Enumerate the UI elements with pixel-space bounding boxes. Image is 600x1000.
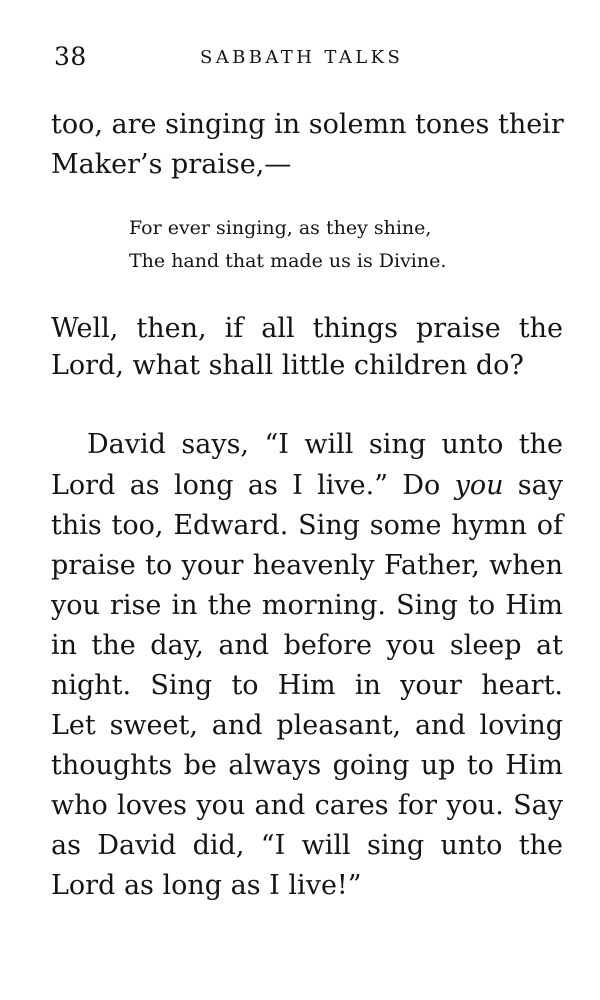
text-line: this too, Edward. Sing some hymn of	[51, 510, 563, 541]
text-line: thoughts be always going up to Him	[51, 750, 563, 781]
text-line: who loves you and cares for you. Say	[51, 790, 563, 821]
text-line: you rise in the morning. Sing to Him	[51, 590, 563, 621]
text-line: too, are singing in solemn tones their	[51, 109, 564, 140]
text-segment: Lord as long as I live.” Do	[51, 470, 455, 501]
text-line: in the day, and before you sleep at	[51, 630, 563, 661]
emphasized-word: you	[454, 470, 504, 501]
running-head	[54, 42, 562, 72]
text-line: Lord, what shall little children do?	[51, 350, 524, 381]
text-line: Well, then, if all things praise the	[51, 313, 563, 344]
text-line: night. Sing to Him in your heart.	[51, 670, 563, 701]
text-line: Let sweet, and pleasant, and loving	[51, 710, 563, 741]
text-segment: say	[503, 470, 563, 501]
text-line	[51, 466, 563, 506]
text-line: as David did, “I will sing unto the	[51, 830, 563, 861]
paragraph-first-line: David says, “I will sing unto the	[87, 429, 563, 460]
verse-line: For ever singing, as they shine,	[129, 217, 432, 239]
text-line: Lord as long as I live!”	[51, 870, 362, 901]
verse-line: The hand that made us is Divine.	[129, 250, 447, 272]
running-title: SABBATH TALKS	[200, 47, 404, 68]
text-line: praise to your heavenly Father, when	[51, 550, 563, 581]
page-number: 38	[54, 42, 87, 71]
text-line: Maker’s praise,—	[51, 149, 292, 180]
